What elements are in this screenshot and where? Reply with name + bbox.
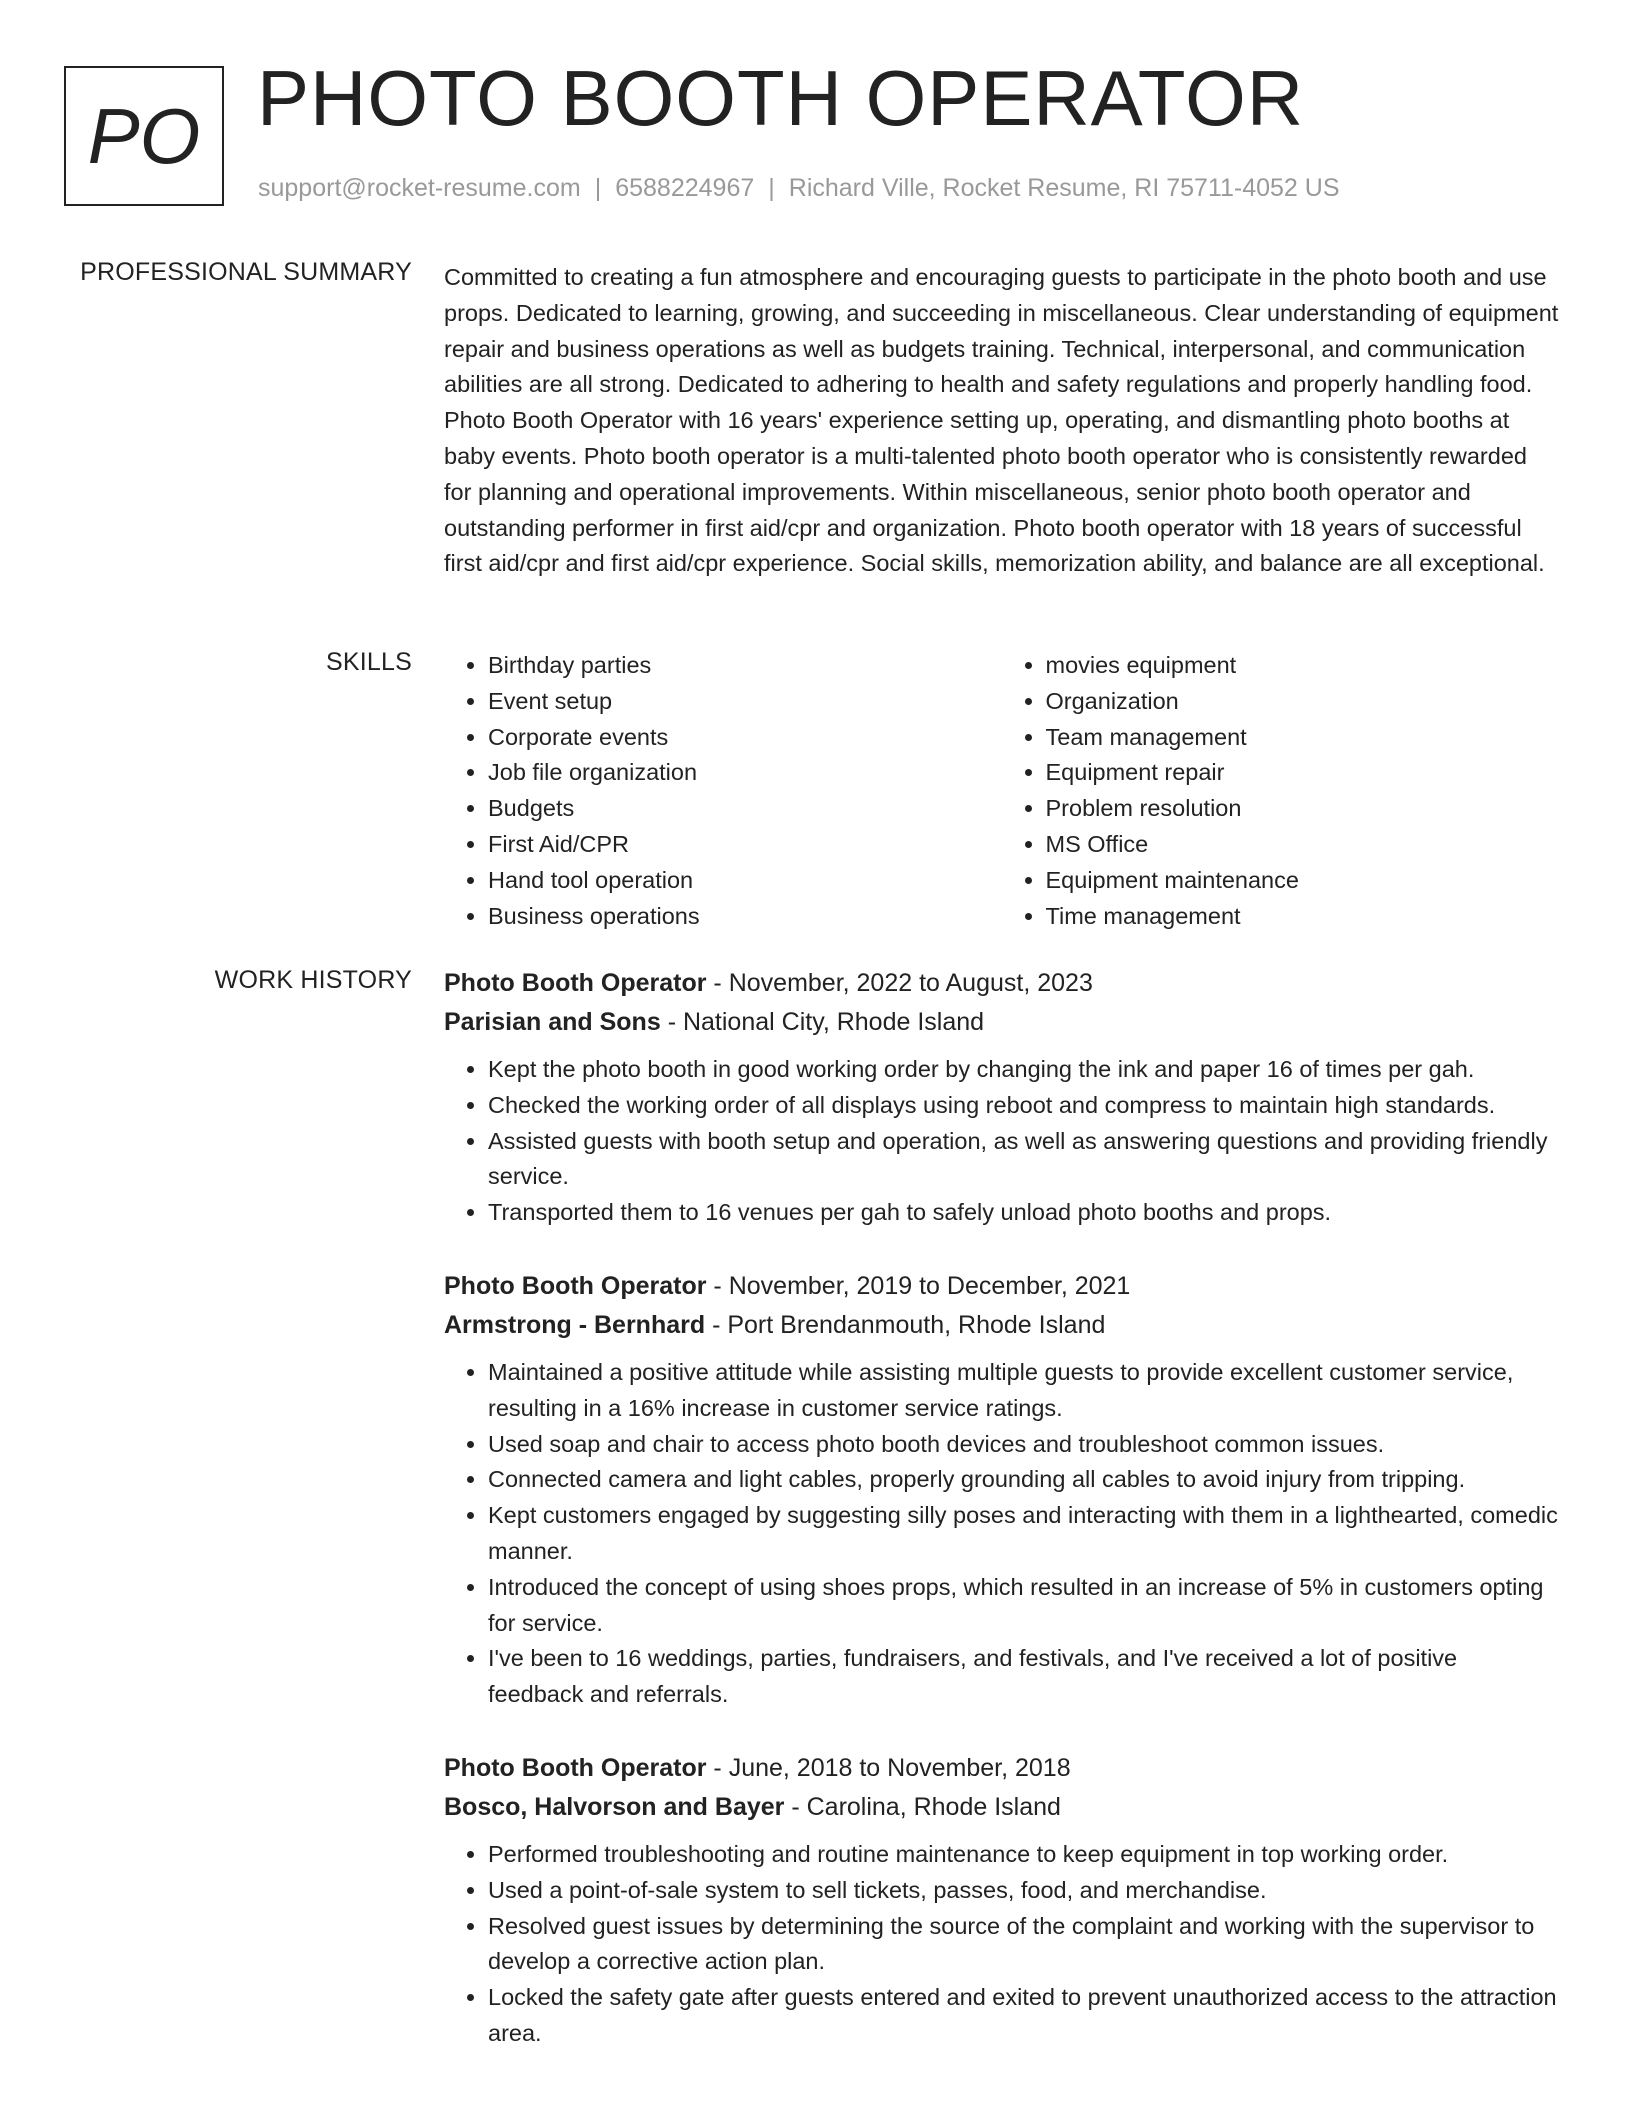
job-title-line (444, 964, 1559, 1003)
monogram-box (64, 66, 224, 206)
job-entry (444, 1267, 1559, 1713)
section-label: WORK HISTORY (214, 966, 412, 994)
skill-item: • Corporate events (488, 720, 1002, 756)
skills-columns (444, 648, 1559, 934)
job-bullet: • Assisted guests with booth setup and operation, as well as answering questions and providing friendly service. (488, 1124, 1559, 1196)
contact-email[interactable]: support@rocket-resume.com (258, 174, 581, 202)
job-title: Photo Booth Operator (444, 1753, 707, 1782)
contact-phone[interactable]: 6588224967 (615, 174, 755, 202)
job-dates: - November, 2022 to August, 2023 (706, 969, 1093, 997)
skill-item: • Problem resolution (1046, 791, 1560, 827)
section-label: SKILLS (326, 648, 412, 676)
job-bullet: • Transported them to 16 venues per gah to safely unload photo booths and props. (488, 1195, 1559, 1231)
section-label: PROFESSIONAL SUMMARY (80, 258, 412, 286)
skill-item: • movies equipment (1046, 648, 1560, 684)
job-company: Bosco, Halvorson and Bayer (444, 1792, 785, 1821)
job-title-line (444, 1267, 1559, 1306)
job-location: - National City, Rhode Island (660, 1008, 985, 1036)
job-company-line (444, 1306, 1559, 1345)
job-bullet: • Kept customers engaged by suggesting silly poses and interacting with them in a lighthearted, comedic manner. (488, 1498, 1559, 1570)
job-bullet: • Resolved guest issues by determining the source of the complaint and working with the supervisor to develop a corrective action plan. (488, 1909, 1559, 1981)
monogram-initials: PO (87, 91, 201, 180)
contact-line (258, 174, 1340, 203)
job-company-line (444, 1788, 1559, 1827)
job-entry (444, 1749, 1559, 2052)
job-bullet: • Used soap and chair to access photo booth devices and troubleshoot common issues. (488, 1427, 1559, 1463)
job-location: - Port Brendanmouth, Rhode Island (705, 1310, 1106, 1339)
job-bullet: • Performed troubleshooting and routine maintenance to keep equipment in top working order. (488, 1837, 1559, 1873)
job-bullets (444, 1837, 1559, 2052)
job-bullets (444, 1355, 1559, 1713)
job-company-line (444, 1003, 1559, 1042)
contact-separator: | (768, 174, 775, 202)
skill-item: • Business operations (488, 899, 1002, 935)
skill-item: • Organization (1046, 684, 1560, 720)
skill-item: • Time management (1046, 899, 1560, 935)
job-company: Parisian and Sons (444, 1008, 661, 1036)
job-bullet: • I've been to 16 weddings, parties, fundraisers, and festivals, and I've received a lot of positive feedback and referrals. (488, 1641, 1559, 1713)
skill-item: • MS Office (1046, 827, 1560, 863)
skill-item: • First Aid/CPR (488, 827, 1002, 863)
skill-item: • Equipment maintenance (1046, 863, 1560, 899)
job-bullets (444, 1052, 1559, 1231)
job-bullet: • Introduced the concept of using shoes props, which resulted in an increase of 5% in customers opting for service. (488, 1570, 1559, 1642)
job-bullet: • Used a point-of-sale system to sell tickets, passes, food, and merchandise. (488, 1873, 1559, 1909)
skill-item: • Equipment repair (1046, 755, 1560, 791)
job-bullet: • Maintained a positive attitude while assisting multiple guests to provide excellent customer service, resulting in a 16% increase in customer service ratings. (488, 1355, 1559, 1427)
skill-item: • Birthday parties (488, 648, 1002, 684)
job-title-line (444, 1749, 1559, 1788)
skill-item: • Hand tool operation (488, 863, 1002, 899)
skill-item: • Budgets (488, 791, 1002, 827)
job-dates: - November, 2019 to December, 2021 (706, 1271, 1131, 1300)
job-location: - Carolina, Rhode Island (784, 1792, 1061, 1821)
job-company: Armstrong - Bernhard (444, 1310, 706, 1339)
summary-text: Committed to creating a fun atmosphere and encouraging guests to participate in the photo booth and use props. Dedicated to learning, growing, and succeeding in miscellaneous. Clear understanding of equipment repair and business operations as well as budgets training. Technical, interpersonal, and communication abilities are all strong. Dedicated to adhering to health and safety regulations and properly handling food. Photo Booth Operator with 16 years' experience setting up, operating, and dismantling photo booths at baby events. Photo booth operator is a multi-talented photo booth operator who is consistently rewarded for planning and operational improvements. Within miscellaneous, senior photo booth operator and outstanding performer in first aid/cpr and organization. Photo booth operator with 18 years of successful first aid/cpr and first aid/cpr experience. Social skills, memorization ability, and balance are all exceptional. (444, 264, 1559, 577)
job-title: Photo Booth Operator (444, 1271, 707, 1300)
contact-address: Richard Ville, Rocket Resume, RI 75711-4052 US (788, 174, 1340, 202)
job-title: Photo Booth Operator (444, 969, 707, 997)
job-entry (444, 964, 1559, 1231)
skill-item: • Job file organization (488, 755, 1002, 791)
job-bullet: • Kept the photo booth in good working order by changing the ink and paper 16 of times per gah. (488, 1052, 1559, 1088)
job-bullet: • Locked the safety gate after guests entered and exited to prevent unauthorized access to the attraction area. (488, 1980, 1559, 2052)
skill-item: • Event setup (488, 684, 1002, 720)
job-bullet: • Checked the working order of all displays using reboot and compress to maintain high standards. (488, 1088, 1559, 1124)
skills-list-right (1002, 648, 1560, 934)
skill-item: • Team management (1046, 720, 1560, 756)
job-bullet: • Connected camera and light cables, properly grounding all cables to avoid injury from tripping. (488, 1462, 1559, 1498)
skills-list-left (444, 648, 1002, 934)
job-dates: - June, 2018 to November, 2018 (706, 1753, 1071, 1782)
resume-title: PHOTO BOOTH OPERATOR (257, 54, 1305, 142)
contact-separator: | (594, 174, 602, 202)
